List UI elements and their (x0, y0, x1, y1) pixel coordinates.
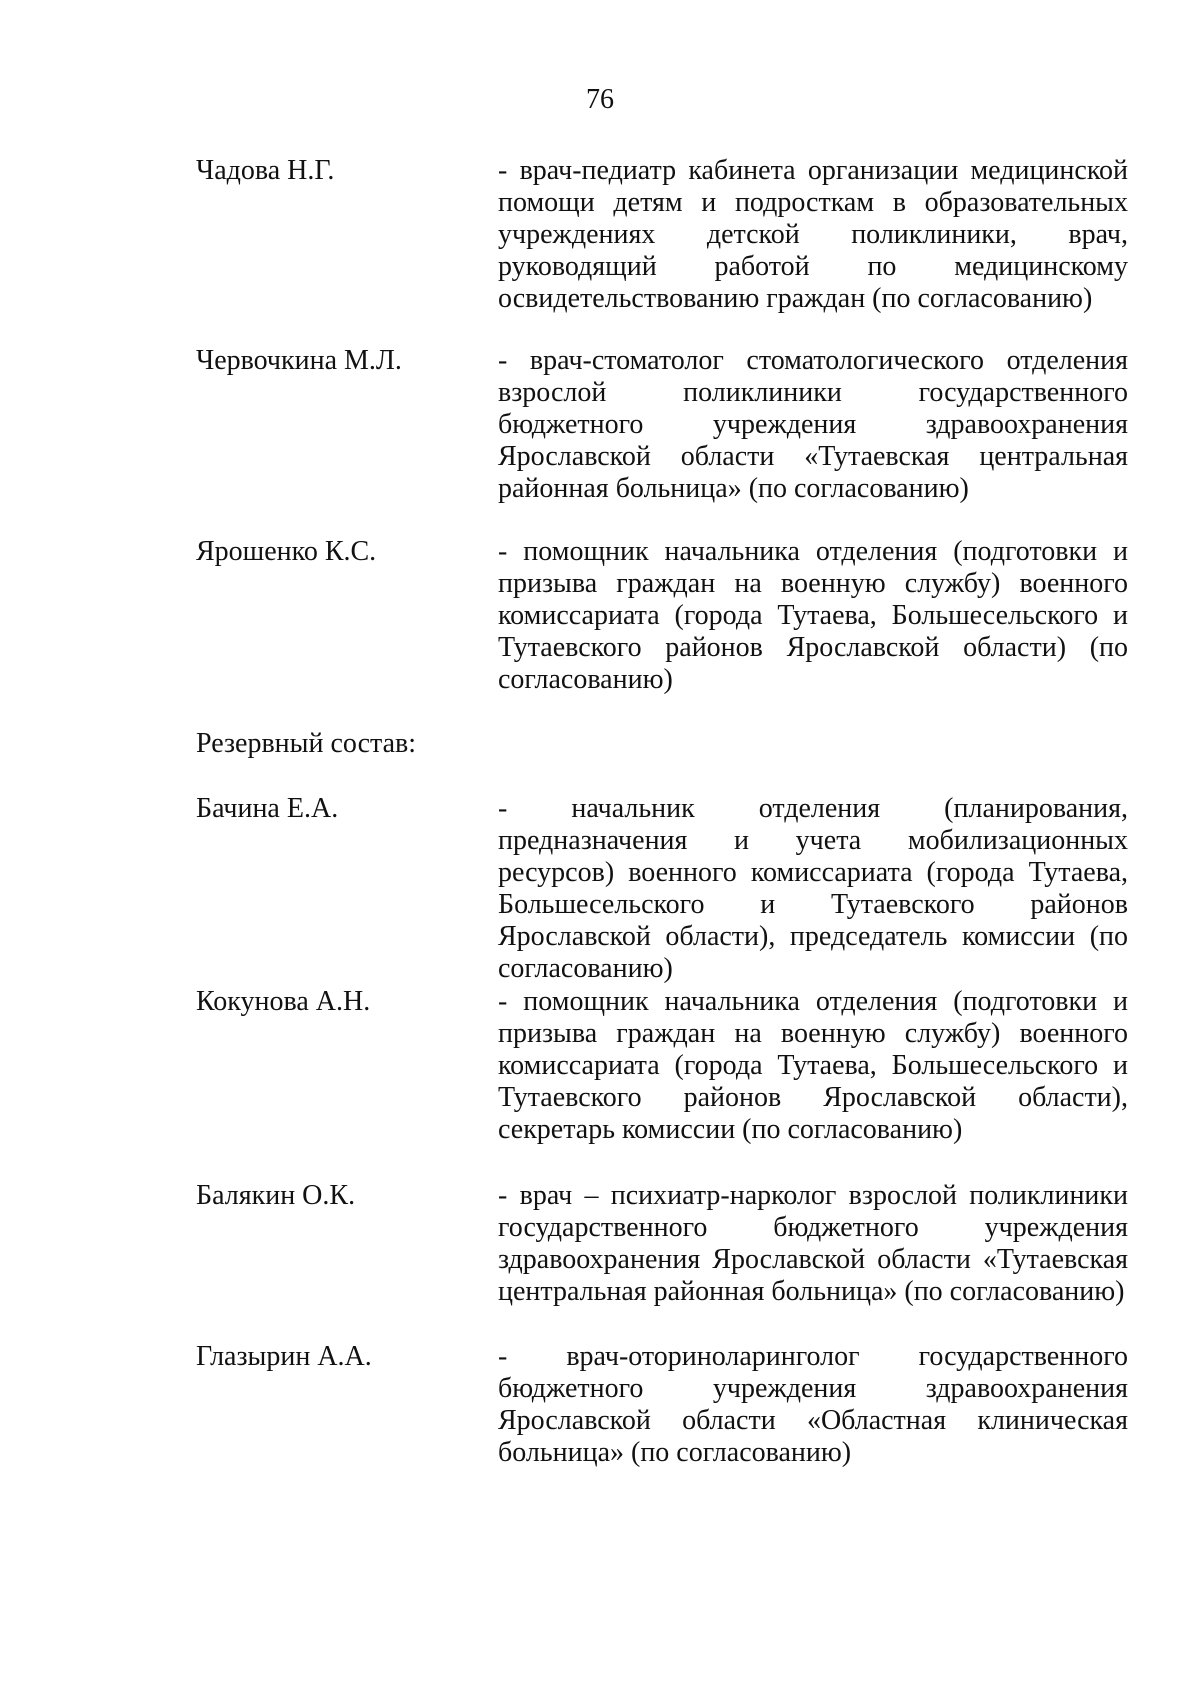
member-position: - помощник начальника отделения (подготовки и призыва граждан на военную службу) военного комиссариата (города Тутаева, Большесельского и Тутаевского районов Ярославской области), секретарь комиссии (по согласованию) (498, 986, 1128, 1145)
member-position: - врач-стоматолог стоматологического отделения взрослой поликлиники государственного бюджетного учреждения здравоохранения Ярославской области «Тутаевская центральная районная больница» (по согласованию) (498, 345, 1128, 504)
member-position: - врач-оториноларинголог государственного бюджетного учреждения здравоохранения Ярославской области «Областная клиническая больница» (по согласованию) (498, 1341, 1128, 1468)
member-name: Чадова Н.Г. (196, 155, 335, 186)
member-name: Бачина Е.А. (196, 793, 339, 824)
member-position: - помощник начальника отделения (подготовки и призыва граждан на военную службу) военного комиссариата (города Тутаева, Большесельского и Тутаевского районов Ярославской области) (по согласованию) (498, 536, 1128, 695)
member-name: Кокунова А.Н. (196, 986, 371, 1017)
reserve-heading: Резервный состав: (196, 728, 417, 759)
member-name: Ярошенко К.С. (196, 536, 377, 567)
member-position: - начальник отделения (планирования, предназначения и учета мобилизационных ресурсов) военного комиссариата (города Тутаева, Большесельского и Тутаевского районов Ярославской области), председатель комиссии (по согласованию) (498, 793, 1128, 984)
member-name: Червочкина М.Л. (196, 345, 402, 376)
member-name: Глазырин А.А. (196, 1341, 372, 1372)
member-name: Балякин О.К. (196, 1180, 356, 1211)
member-position: - врач – психиатр-нарколог взрослой поликлиники государственного бюджетного учреждения здравоохранения Ярославской области «Тутаевская центральная районная больница» (по согласованию) (498, 1180, 1128, 1307)
page-number: 76 (586, 84, 614, 115)
member-position: - врач-педиатр кабинета организации медицинской помощи детям и подросткам в образовательных учреждениях детской поликлиники, врач, руководящий работой по медицинскому освидетельствованию граждан (по согласованию) (498, 155, 1128, 314)
